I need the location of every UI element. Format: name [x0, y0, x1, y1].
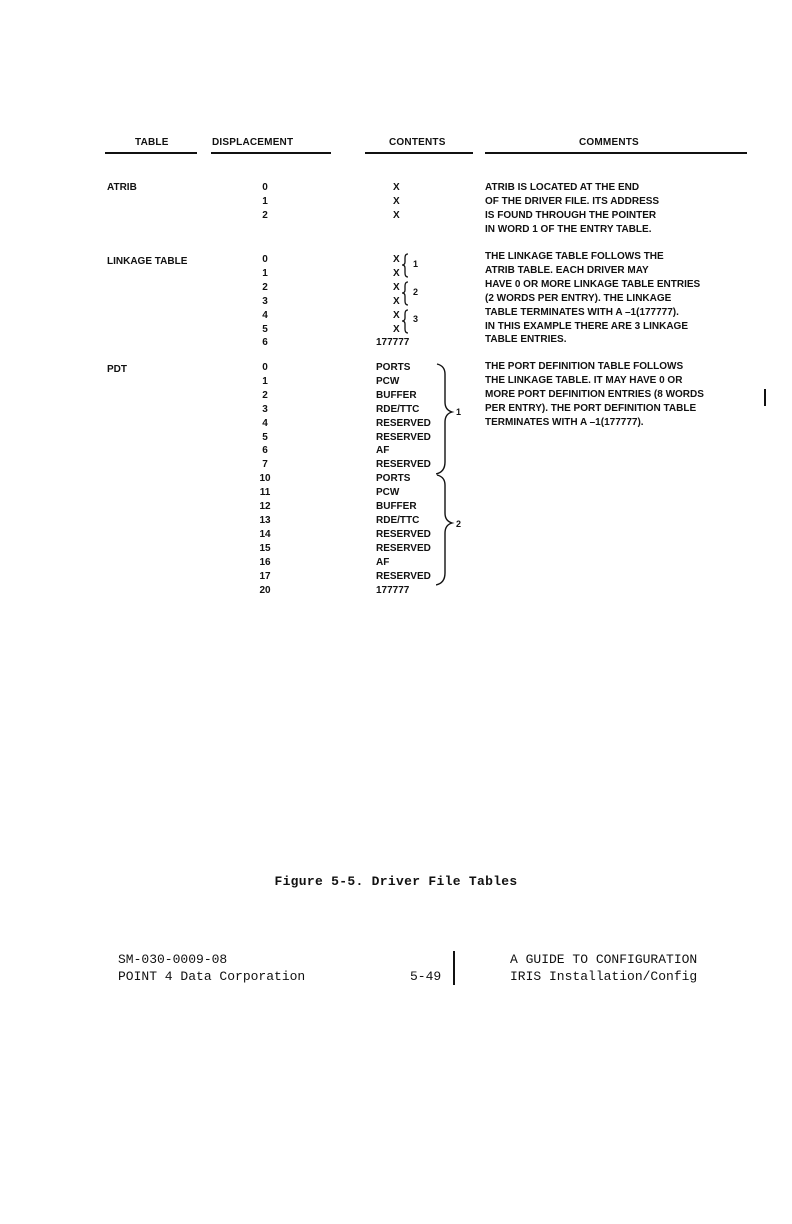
pdt-contents — [376, 361, 431, 597]
linkage-displacements — [250, 253, 280, 350]
atrib-label: ATRIB — [107, 182, 137, 193]
pdt-disp-11: 11 — [259, 487, 271, 499]
header-rule-comments — [485, 152, 747, 154]
pdt-content: RDE/TTC — [376, 514, 420, 526]
pdt-content: RDE/TTC — [376, 403, 420, 415]
footer-right — [510, 951, 697, 985]
pdt-disp-16: 16 — [259, 556, 271, 568]
pdt-comment-line: MORE PORT DEFINITION ENTRIES (8 WORDS — [485, 388, 704, 400]
atrib-displacements — [250, 181, 280, 223]
pdt-content: RESERVED — [376, 542, 431, 554]
pdt-disp-7: 7 — [262, 459, 268, 471]
header-rule-contents — [365, 152, 473, 154]
pdt-comment-line: PER ENTRY). THE PORT DEFINITION TABLE — [485, 402, 697, 414]
pdt-content: RESERVED — [376, 528, 431, 540]
atrib-comment-line: IN WORD 1 OF THE ENTRY TABLE. — [485, 223, 652, 235]
atrib-contents — [393, 181, 400, 223]
linkage-content-0: X — [393, 254, 400, 265]
pdt-content: AF — [376, 556, 390, 568]
pdt-content: AF — [376, 445, 390, 457]
atrib-disp-1: 1 — [262, 195, 268, 207]
header-displacement: DISPLACEMENT — [212, 137, 294, 148]
pdt-content: PORTS — [376, 473, 411, 485]
footer-company: POINT 4 Data Corporation — [118, 969, 306, 984]
linkage-content-3: X — [393, 295, 400, 307]
pdt-disp-0: 0 — [262, 362, 268, 373]
linkage-brace-2 — [402, 282, 408, 305]
atrib-comments — [485, 181, 659, 237]
pdt-disp-17: 17 — [259, 570, 271, 582]
pdt-disp-12: 12 — [259, 501, 271, 513]
pdt-displacements — [250, 361, 280, 597]
atrib-disp-2: 2 — [262, 209, 268, 221]
linkage-disp-3: 3 — [262, 295, 268, 307]
pdt-disp-6: 6 — [262, 445, 268, 457]
pdt-content: PCW — [376, 375, 400, 387]
pdt-disp-4: 4 — [262, 417, 268, 429]
linkage-disp-4: 4 — [262, 309, 268, 321]
atrib-disp-0: 0 — [262, 182, 268, 193]
pdt-disp-5: 5 — [262, 431, 268, 443]
pdt-group-braces — [436, 362, 460, 598]
pdt-disp-10: 10 — [259, 473, 271, 485]
pdt-group-1: 1 — [456, 407, 462, 417]
header-contents: CONTENTS — [389, 137, 446, 148]
pdt-content: 177777 — [376, 584, 410, 596]
pdt-disp-2: 2 — [262, 389, 268, 401]
pdt-content: RESERVED — [376, 570, 431, 582]
linkage-comments — [485, 250, 700, 347]
atrib-comment-line: IS FOUND THROUGH THE POINTER — [485, 209, 657, 221]
pdt-content: RESERVED — [376, 431, 431, 443]
pdt-disp-20: 20 — [259, 584, 271, 596]
atrib-content-0: X — [393, 182, 400, 193]
pdt-group-2: 2 — [456, 519, 462, 529]
linkage-contents — [393, 253, 400, 336]
linkage-content-1: X — [393, 267, 400, 279]
header-table: TABLE — [135, 137, 169, 148]
linkage-content-4: X — [393, 309, 400, 321]
pdt-comment-line: TERMINATES WITH A –1(177777). — [485, 416, 644, 428]
pdt-disp-1: 1 — [262, 375, 268, 387]
pdt-content: RESERVED — [376, 459, 431, 471]
pdt-comments — [485, 360, 704, 430]
linkage-comment-line: ATRIB TABLE. EACH DRIVER MAY — [485, 264, 649, 276]
footer-section-title: A GUIDE TO CONFIGURATION — [510, 952, 698, 967]
linkage-group-1: 1 — [413, 259, 419, 269]
pdt-label: PDT — [107, 364, 127, 375]
linkage-disp-6: 6 — [262, 337, 268, 349]
atrib-comment-line: OF THE DRIVER FILE. ITS ADDRESS — [485, 195, 660, 207]
pdt-disp-13: 13 — [259, 514, 271, 526]
footer-page-number: 5-49 — [410, 969, 442, 984]
atrib-comment-line: ATRIB IS LOCATED AT THE END — [485, 182, 640, 193]
pdt-disp-15: 15 — [259, 542, 271, 554]
footer-doc-number: SM-030-0009-08 — [118, 952, 228, 967]
linkage-group-3: 3 — [413, 314, 419, 324]
linkage-terminator: 177777 — [376, 337, 410, 348]
linkage-brace-1 — [402, 254, 408, 277]
figure-caption: Figure 5-5. Driver File Tables — [274, 874, 518, 889]
header-rule-table — [105, 152, 197, 154]
footer-page-bar — [453, 951, 455, 985]
pdt-disp-3: 3 — [262, 403, 268, 415]
pdt-comment-line: THE PORT DEFINITION TABLE FOLLOWS — [485, 361, 684, 372]
footer-manual-title: IRIS Installation/Config — [510, 969, 698, 984]
linkage-group-2: 2 — [413, 287, 419, 297]
linkage-disp-2: 2 — [262, 281, 268, 293]
atrib-content-2: X — [393, 209, 400, 221]
linkage-disp-0: 0 — [262, 254, 268, 265]
linkage-content-2: X — [393, 281, 400, 293]
linkage-disp-5: 5 — [262, 323, 268, 335]
linkage-content-5: X — [393, 323, 400, 335]
linkage-label: LINKAGE TABLE — [107, 256, 188, 267]
linkage-comment-line: IN THIS EXAMPLE THERE ARE 3 LINKAGE — [485, 320, 688, 332]
pdt-content: PCW — [376, 487, 400, 499]
header-comments: COMMENTS — [579, 137, 639, 148]
linkage-comment-line: TABLE ENTRIES. — [485, 334, 567, 346]
header-rule-displacement — [211, 152, 331, 154]
linkage-brace-3 — [402, 310, 408, 333]
linkage-comment-line: (2 WORDS PER ENTRY). THE LINKAGE — [485, 292, 672, 304]
pdt-comment-line: THE LINKAGE TABLE. IT MAY HAVE 0 OR — [485, 374, 683, 386]
pdt-content: PORTS — [376, 362, 411, 373]
pdt-content: BUFFER — [376, 389, 417, 401]
pdt-brace-1 — [436, 364, 452, 474]
pdt-content: RESERVED — [376, 417, 431, 429]
revision-change-bar — [764, 389, 766, 406]
linkage-comment-line: THE LINKAGE TABLE FOLLOWS THE — [485, 251, 664, 262]
footer-left — [118, 951, 305, 985]
pdt-content: BUFFER — [376, 501, 417, 513]
pdt-disp-14: 14 — [259, 528, 271, 540]
pdt-brace-2 — [436, 475, 452, 585]
atrib-content-1: X — [393, 195, 400, 207]
linkage-comment-line: TABLE TERMINATES WITH A –1(177777). — [485, 306, 679, 318]
linkage-comment-line: HAVE 0 OR MORE LINKAGE TABLE ENTRIES — [485, 278, 701, 290]
linkage-disp-1: 1 — [262, 267, 268, 279]
